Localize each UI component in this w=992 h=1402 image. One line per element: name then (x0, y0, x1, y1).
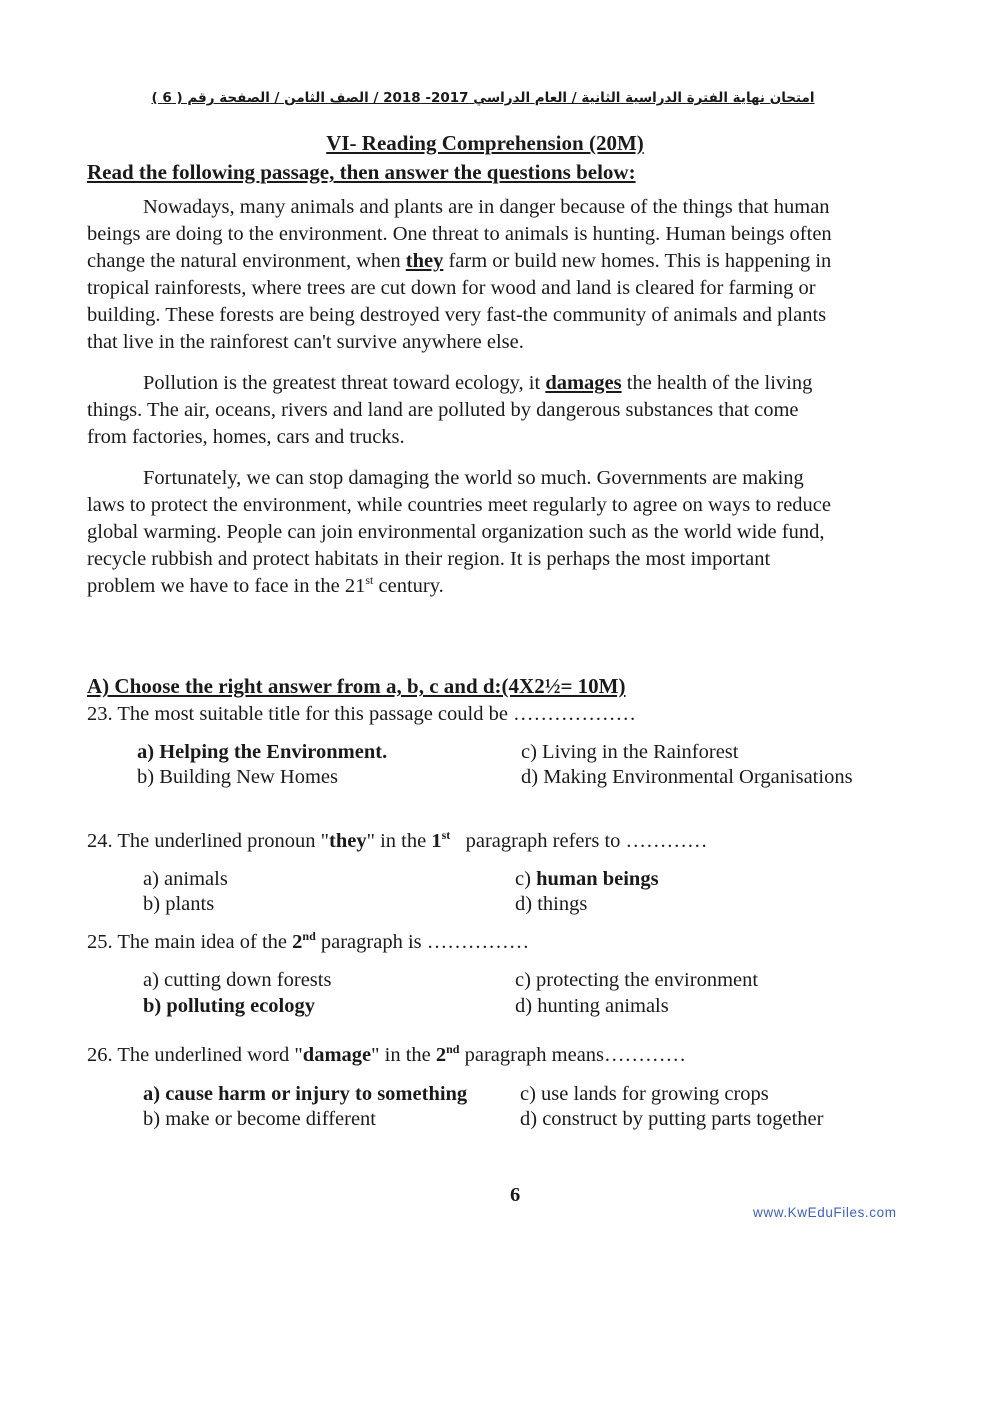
bold-word: damage (302, 1044, 372, 1066)
text: c) (515, 868, 537, 890)
q23-option-d: d) Making Environmental Organisations (521, 766, 853, 788)
passage-line: recycle rubbish and protect habitats in their region. It is perhaps the most important (87, 548, 771, 570)
superscript: nd (446, 1042, 460, 1056)
passage-line: beings are doing to the environment. One threat to animals is hunting. Human beings often (87, 223, 832, 245)
text: 25. The main idea of the (87, 931, 293, 953)
q26-option-c: c) use lands for growing crops (520, 1083, 769, 1105)
text: " in the (371, 1044, 436, 1066)
passage-line: things. The air, oceans, rivers and land are polluted by dangerous substances that come (87, 399, 799, 421)
exam-header: امتحان نهاية الفترة الدراسية الثانية / العام الدراسي 2017- 2018 / الصف الثامن / الصفحة رقم ( 6 ) (151, 90, 815, 106)
bold-word: they (329, 830, 367, 852)
section-title: VI- Reading Comprehension (20M) (326, 131, 644, 155)
q24-option-c (515, 867, 659, 891)
part-a-heading: A) Choose the right answer from a, b, c and d:(4X2½= 10M) (87, 674, 626, 698)
underlined-word-damages: damages (545, 372, 622, 394)
question-23-stem: 23. The most suitable title for this passage could be ……………… (87, 703, 637, 725)
text: paragraph is …………… (315, 931, 530, 953)
q26-option-a: a) cause harm or injury to something (143, 1083, 468, 1105)
question-24-stem (87, 829, 708, 853)
passage-line: global warming. People can join environmental organization such as the world wide fund, (87, 521, 825, 543)
bold-number: 1 (431, 830, 442, 852)
q24-option-b: b) plants (143, 893, 215, 915)
text: change the natural environment, when (87, 250, 406, 272)
text: " in the (366, 830, 432, 852)
q23-option-c: c) Living in the Rainforest (521, 741, 739, 763)
text: 26. The underlined word " (87, 1044, 303, 1066)
text: century. (373, 575, 444, 597)
q23-option-a: a) Helping the Environment. (137, 741, 388, 763)
website-link[interactable]: www.KwEduFiles.com (753, 1205, 897, 1220)
question-25-stem (87, 930, 529, 954)
bold-number: 2 (435, 1044, 447, 1066)
underlined-word-they: they (405, 250, 444, 272)
passage-line: laws to protect the environment, while countries meet regularly to agree on ways to reduce (87, 494, 832, 516)
bold-number: 2 (292, 931, 303, 953)
q24-option-a: a) animals (143, 868, 228, 890)
passage-line (87, 574, 444, 598)
text: Pollution is the greatest threat toward ecology, it (143, 372, 546, 394)
text: paragraph refers to ………… (450, 830, 708, 852)
q25-option-c: c) protecting the environment (515, 969, 759, 991)
bold-answer: human beings (536, 868, 659, 890)
q26-option-d: d) construct by putting parts together (520, 1108, 824, 1130)
q25-option-a: a) cutting down forests (143, 969, 332, 991)
q26-option-b: b) make or become different (143, 1108, 376, 1130)
text: paragraph means………… (459, 1044, 687, 1066)
superscript: nd (302, 929, 316, 943)
text: farm or build new homes. This is happening in (443, 250, 832, 272)
text: the health of the living (621, 372, 813, 394)
passage-line: tropical rainforests, where trees are cut down for wood and land is cleared for farming or (87, 277, 816, 299)
passage-line: from factories, homes, cars and trucks. (87, 426, 405, 448)
q25-option-d: d) hunting animals (515, 995, 669, 1017)
passage-line: that live in the rainforest can't survive anywhere else. (87, 331, 524, 353)
question-26-stem (87, 1043, 686, 1067)
q23-option-b: b) Building New Homes (137, 766, 338, 788)
passage-line: Fortunately, we can stop damaging the world so much. Governments are making (143, 467, 804, 489)
passage-line: Nowadays, many animals and plants are in danger because of the things that human (143, 196, 830, 218)
superscript: st (365, 573, 374, 587)
q24-option-d: d) things (515, 893, 588, 915)
q25-option-b: b) polluting ecology (143, 995, 315, 1017)
passage-line: building. These forests are being destroyed very fast-the community of animals and plants (87, 304, 827, 326)
text: problem we have to face in the 21 (87, 575, 366, 597)
passage-line (87, 249, 831, 273)
page-number: 6 (510, 1184, 521, 1206)
instruction: Read the following passage, then answer the questions below: (87, 160, 636, 184)
superscript: st (441, 828, 451, 842)
passage-line (143, 371, 812, 395)
text: 24. The underlined pronoun " (87, 830, 329, 852)
